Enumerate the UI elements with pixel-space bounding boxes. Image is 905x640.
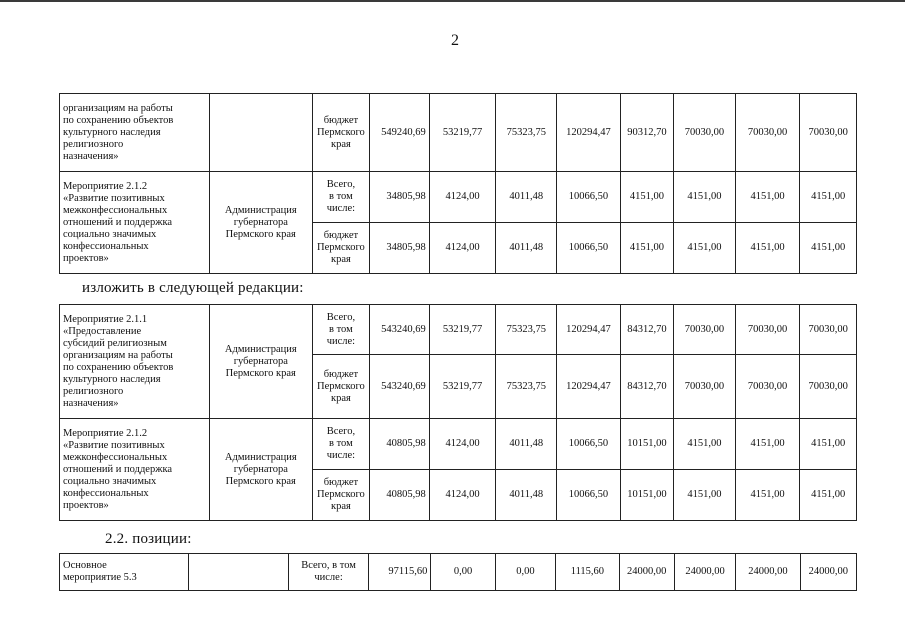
new-amount-y2: 4011,48	[496, 419, 557, 470]
executor-line: Пермского края	[225, 475, 296, 487]
description-line: Основное	[63, 560, 107, 571]
funding-source-line: числе:	[326, 335, 356, 347]
new-amount-y7: 4151,00	[800, 470, 857, 521]
description-line: проектов»	[63, 252, 109, 264]
funding-source-line: числе:	[314, 572, 343, 583]
funding-source-line: числе:	[326, 450, 356, 461]
old-amount-y5: 4151,00	[674, 223, 736, 274]
funding-source-line: Пермского	[317, 380, 365, 392]
funding-source-line: Всего, в том	[301, 560, 356, 571]
new-amount-y3: 120294,47	[557, 305, 621, 355]
old-amount-y4: 90312,70	[620, 94, 673, 172]
pos-amount-y1: 0,00	[431, 554, 495, 591]
new-activity-description	[60, 305, 210, 419]
old-amount-total: 549240,69	[370, 94, 430, 172]
old-amount-y7: 4151,00	[800, 172, 857, 223]
description-line: субсидий религиозным	[63, 337, 167, 349]
pos-amount-y6: 24000,00	[736, 554, 800, 591]
description-line: организациям на работы	[63, 102, 173, 114]
funding-source-line: в том	[329, 438, 353, 449]
pos-amount-total: 97115,60	[368, 554, 430, 591]
old-amount-y2: 75323,75	[496, 94, 557, 172]
funding-source-line: Всего,	[326, 179, 356, 190]
old-amount-y2: 4011,48	[496, 172, 557, 223]
new-amount-y7: 4151,00	[800, 419, 857, 470]
new-amount-y1: 53219,77	[429, 355, 496, 419]
old-responsible-executor	[209, 172, 312, 274]
description-line: Мероприятие 2.1.1	[63, 313, 148, 325]
old-row-1-line-0	[60, 172, 857, 223]
new-amount-y7: 70030,00	[800, 355, 857, 419]
scan-top-border	[0, 0, 905, 2]
description-line: мероприятие 5.3	[63, 572, 137, 583]
pos-row-0-line-0	[60, 554, 857, 591]
old-funding-source	[312, 223, 370, 274]
executor-line: Пермского края	[225, 228, 296, 240]
description-line: по сохранению объектов	[63, 114, 174, 126]
budget-table-positions	[59, 553, 857, 591]
description-line: Мероприятие 2.1.2	[63, 180, 148, 192]
new-amount-y3: 10066,50	[557, 419, 621, 470]
old-row-0-line-0	[60, 94, 857, 172]
pos-amount-y3: 1115,60	[556, 554, 619, 591]
old-amount-y1: 53219,77	[429, 94, 496, 172]
description-line: религиозного	[63, 138, 124, 150]
old-amount-y7: 4151,00	[800, 223, 857, 274]
old-amount-y4: 4151,00	[620, 172, 673, 223]
new-funding-source	[312, 305, 370, 355]
description-line: отношений и поддержка	[63, 463, 173, 475]
description-line: «Развитие позитивных	[63, 439, 165, 451]
executor-line: губернатора	[233, 463, 288, 475]
old-amount-y1: 4124,00	[429, 223, 496, 274]
funding-source-line: в том	[329, 323, 353, 335]
description-line: отношений и поддержка	[63, 216, 173, 228]
budget-table-old	[59, 93, 857, 274]
new-amount-total: 543240,69	[370, 305, 430, 355]
section-heading-new-edition: изложить в следующей редакции:	[82, 280, 304, 296]
description-line: культурного наследия	[63, 373, 161, 385]
old-amount-y7: 70030,00	[800, 94, 857, 172]
funding-source-line: края	[330, 501, 351, 512]
old-amount-y3: 10066,50	[557, 172, 621, 223]
funding-source-line: края	[330, 254, 351, 265]
funding-source-line: края	[330, 392, 351, 404]
old-activity-description	[60, 94, 210, 172]
executor-line: Администрация	[224, 343, 297, 355]
new-amount-y5: 4151,00	[674, 470, 736, 521]
funding-source-line: в том	[329, 191, 353, 202]
new-responsible-executor	[209, 419, 312, 521]
new-funding-source	[312, 419, 370, 470]
new-amount-y4: 10151,00	[620, 470, 673, 521]
pos-funding-source	[289, 554, 369, 591]
description-line: религиозного	[63, 385, 124, 397]
old-amount-y2: 4011,48	[496, 223, 557, 274]
section-heading-positions: 2.2. позиции:	[105, 531, 192, 547]
old-funding-source	[312, 94, 370, 172]
new-amount-y6: 70030,00	[735, 355, 800, 419]
description-line: «Развитие позитивных	[63, 192, 165, 204]
executor-line: губернатора	[233, 216, 288, 228]
funding-source-line: края	[330, 138, 351, 150]
old-amount-y5: 4151,00	[674, 172, 736, 223]
new-responsible-executor	[209, 305, 312, 419]
pos-amount-y7: 24000,00	[800, 554, 856, 591]
new-amount-y6: 4151,00	[735, 470, 800, 521]
old-amount-total: 34805,98	[370, 172, 430, 223]
new-row-1-line-0	[60, 419, 857, 470]
new-funding-source	[312, 470, 370, 521]
description-line: Мероприятие 2.1.2	[63, 427, 148, 439]
pos-amount-y5: 24000,00	[674, 554, 735, 591]
old-amount-y3: 10066,50	[557, 223, 621, 274]
budget-table-new	[59, 304, 857, 521]
old-activity-description	[60, 172, 210, 274]
new-amount-y6: 70030,00	[735, 305, 800, 355]
old-amount-y5: 70030,00	[674, 94, 736, 172]
old-amount-y6: 4151,00	[735, 223, 800, 274]
pos-responsible-executor	[188, 554, 288, 591]
executor-line: Администрация	[224, 451, 297, 463]
new-amount-y1: 4124,00	[429, 470, 496, 521]
new-amount-y3: 120294,47	[557, 355, 621, 419]
description-line: культурного наследия	[63, 126, 161, 138]
funding-source-line: Пермского	[317, 242, 365, 253]
new-amount-y4: 84312,70	[620, 305, 673, 355]
executor-line: Администрация	[224, 204, 297, 216]
new-amount-y2: 75323,75	[496, 305, 557, 355]
new-amount-y5: 4151,00	[674, 419, 736, 470]
old-responsible-executor	[209, 94, 312, 172]
funding-source-line: Пермского	[317, 489, 365, 500]
funding-source-line: Пермского	[317, 126, 365, 138]
new-funding-source	[312, 355, 370, 419]
funding-source-line: Всего,	[326, 426, 356, 437]
funding-source-line: бюджет	[323, 368, 359, 380]
description-line: по сохранению объектов	[63, 361, 174, 373]
funding-source-line: Всего,	[326, 311, 356, 323]
funding-source-line: бюджет	[323, 114, 359, 126]
description-line: «Предоставление	[63, 325, 142, 337]
new-amount-y4: 10151,00	[620, 419, 673, 470]
description-line: проектов»	[63, 499, 109, 511]
new-amount-y3: 10066,50	[557, 470, 621, 521]
pos-activity-description	[60, 554, 189, 591]
description-line: конфессиональных	[63, 487, 149, 499]
new-amount-total: 40805,98	[370, 419, 430, 470]
description-line: назначения»	[63, 397, 119, 409]
funding-source-line: числе:	[326, 203, 356, 214]
old-amount-total: 34805,98	[370, 223, 430, 274]
old-amount-y4: 4151,00	[620, 223, 673, 274]
new-activity-description	[60, 419, 210, 521]
executor-line: губернатора	[233, 355, 288, 367]
old-amount-y6: 4151,00	[735, 172, 800, 223]
description-line: социально значимых	[63, 475, 157, 487]
new-amount-y7: 70030,00	[800, 305, 857, 355]
description-line: социально значимых	[63, 228, 157, 240]
page-number: 2	[451, 32, 459, 49]
new-amount-y2: 75323,75	[496, 355, 557, 419]
funding-source-line: бюджет	[323, 477, 359, 488]
new-amount-y1: 4124,00	[429, 419, 496, 470]
old-amount-y1: 4124,00	[429, 172, 496, 223]
description-line: конфессиональных	[63, 240, 149, 252]
new-amount-y4: 84312,70	[620, 355, 673, 419]
description-line: организациям на работы	[63, 349, 173, 361]
new-amount-y6: 4151,00	[735, 419, 800, 470]
old-funding-source	[312, 172, 370, 223]
description-line: межконфессиональных	[63, 451, 168, 463]
pos-amount-y4: 24000,00	[619, 554, 674, 591]
new-amount-total: 40805,98	[370, 470, 430, 521]
description-line: назначения»	[63, 150, 119, 162]
old-amount-y6: 70030,00	[735, 94, 800, 172]
pos-amount-y2: 0,00	[495, 554, 555, 591]
new-amount-total: 543240,69	[370, 355, 430, 419]
new-amount-y2: 4011,48	[496, 470, 557, 521]
executor-line: Пермского края	[225, 367, 296, 379]
old-amount-y3: 120294,47	[557, 94, 621, 172]
new-amount-y5: 70030,00	[674, 305, 736, 355]
new-amount-y1: 53219,77	[429, 305, 496, 355]
new-row-0-line-0	[60, 305, 857, 355]
funding-source-line: бюджет	[323, 230, 359, 241]
new-amount-y5: 70030,00	[674, 355, 736, 419]
description-line: межконфессиональных	[63, 204, 168, 216]
